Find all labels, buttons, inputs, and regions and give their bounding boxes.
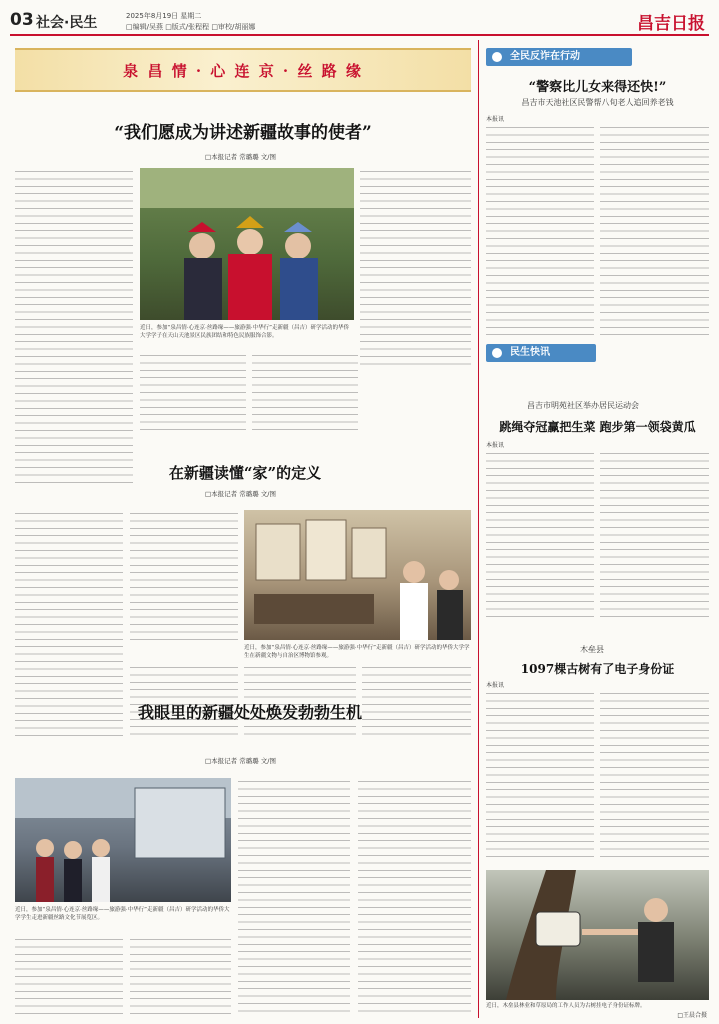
page-number: 03 xyxy=(10,10,34,30)
article1-text-col3 xyxy=(252,352,358,432)
right2-text-col1 xyxy=(486,450,594,618)
article2-caption: 近日，参加“泉昌情·心连京·丝路缘——旅游强·中华行”走新疆（昌吉）研学活动的华侨大学学生在新疆文物与自治区博物馆参观。 xyxy=(244,645,470,659)
page-header xyxy=(10,8,709,36)
article1-text-col1 xyxy=(15,168,133,484)
right3-text-col1 xyxy=(486,690,594,858)
issue-date: 2025年8月19日 星期二 xyxy=(126,12,202,20)
right3-caption: 近日，木垒县林业和草原局的工作人员为古树挂电子身份证标牌。 xyxy=(486,1003,646,1009)
article3-photo xyxy=(15,778,231,902)
right3-photo xyxy=(486,870,709,1000)
article2-byline: □本报记者 常璐璐 文/图 xyxy=(205,490,276,498)
right1-byline: 本报讯 xyxy=(486,116,505,123)
right1-title: “警察比儿女来得还快!” xyxy=(528,80,667,95)
article3-text-col3 xyxy=(238,778,350,1016)
article1-caption: 近日，参加“泉昌情·心连京·丝路缘——旅游强·中华行”走新疆（昌吉）研学活动的华侨大学学子在天山天池景区民族团结和特色民族服饰合影。 xyxy=(140,325,349,339)
students-photo-illustration xyxy=(140,168,354,320)
section-name: 社会·民生 xyxy=(36,15,98,31)
article2-photo xyxy=(244,510,471,640)
article2-text-col2 xyxy=(130,510,238,644)
article3-caption: 近日，参加“泉昌情·心连京·丝路缘——旅游强·中华行”走新疆（昌吉）研学活动的华侨大学学生走进新疆丝路文化节展览区。 xyxy=(15,907,230,921)
article3-text-col2 xyxy=(130,936,231,1016)
right3-byline: 本报讯 xyxy=(486,682,505,689)
exhibition-photo-illustration xyxy=(15,778,231,902)
newspaper-logo: 昌吉日报 xyxy=(637,14,705,34)
column-divider xyxy=(478,40,479,1018)
tree-tag-photo-illustration xyxy=(486,870,709,1000)
article3-text-col4 xyxy=(358,778,471,1016)
article3-title: 我眼里的新疆处处焕发勃勃生机 xyxy=(137,703,362,722)
article1-text-col2 xyxy=(140,352,246,432)
right3-author: 木垒县 xyxy=(580,645,604,654)
right2-title: 跳绳夺冠赢把生菜 跑步第一领袋黄瓜 xyxy=(499,420,696,434)
right1-subtitle: 昌吉市天池社区民警帮八旬老人追回养老钱 xyxy=(521,98,674,107)
right3-title: 1097棵古树有了电子身份证 xyxy=(520,662,675,676)
right1-text-col2 xyxy=(600,124,709,338)
article1-byline: □本报记者 常璐璐 文/图 xyxy=(205,153,276,161)
article3-text-col1 xyxy=(15,936,123,1016)
right1-text-col1 xyxy=(486,124,594,338)
photo-credit: □王晨合摄 xyxy=(677,1012,707,1019)
right2-kicker: 昌吉市明苑社区举办居民运动会 xyxy=(527,401,639,410)
museum-photo-illustration xyxy=(244,510,471,640)
article1-title: “我们愿成为讲述新疆故事的使者” xyxy=(114,123,372,143)
editor-credits: □编辑/吴燕 □版式/张程程 □审校/胡丽娜 xyxy=(126,23,256,31)
article2-title: 在新疆读懂“家”的定义 xyxy=(168,464,322,482)
column-banner xyxy=(15,48,471,92)
right3-text-col2 xyxy=(600,690,709,858)
article1-text-col4 xyxy=(360,168,471,366)
section-label-anti-fraud: 全民反诈在行动 xyxy=(486,48,632,66)
section-label-livelihood: 民生快讯 xyxy=(486,344,596,362)
article3-byline: □本报记者 常璐璐 文/图 xyxy=(205,757,276,765)
banner-title: 泉 昌 情 · 心 连 京 · 丝 路 缘 xyxy=(123,62,363,80)
right2-byline: 本报讯 xyxy=(486,442,505,449)
right2-text-col2 xyxy=(600,450,709,618)
article1-photo xyxy=(140,168,354,320)
